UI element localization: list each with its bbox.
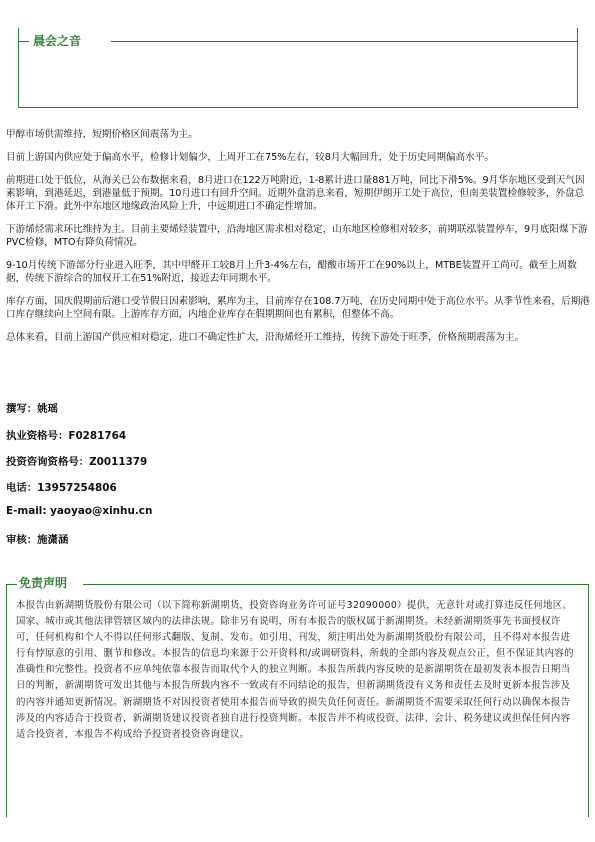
author-line: 撰写：姚瑶 [6,403,58,415]
paragraph-domestic-supply: 目前上游国内供应处于偏高水平，检修计划偏少，上周开工在75%左右，较8月大幅回升，处于历史同期偏高水平。 [6,152,494,163]
paragraph-traditional-downstream: 9-10月传统下游部分行业进入旺季，其中甲醛开工较8月上升3-4%左右，醋酸市场开工在90%以上，MTBE装置开工尚可。截至上周数据，传统下游综合的加权开工在51%附近，接近去年同期水平。 [6,260,577,284]
paragraph-summary: 甲醇市场供需维持，短期价格区间震荡为主。 [6,129,198,140]
reviewer-line: 审核：施潇涵 [6,534,69,546]
license-line: 执业资格号：F0281764 [6,430,127,442]
phone-line: 电话：13957254806 [6,482,117,494]
paragraph-olefin-demand: 下游烯烃需求环比维持为主。目前主要烯烃装置中，沿海地区需求相对稳定，山东地区检修相对较多，前期联泓装置停车，9月底阳煤下游PVC检修，MTO有降负荷情况。 [6,224,588,248]
disclaimer-text: 本报告由新湖期货股份有限公司（以下简称新湖期货，投资咨询业务许可证号32090000）提供，无意针对或打算违反任何地区、国家、城市或其他法律管辖区域内的法律法规。除非另有说明，所有本报告的版权属于新湖期货。未经新湖期货事先书面授权许可，任何机构和个人不得以任何形式翻版、复制、发布。如引用、刊发，须注明出处为新湖期货股份有限公司，且不得对本报告进行有悖原意的引用、删节和修改。本报告的信息均来源于公开资料和/或调研资料，所载的全部内容及观点公正，但不保证其内容的准确性和完整性。投资者不应单纯依靠本报告而取代个人的独立判断。本报告所载内容反映的是新湖期货在最初发表本报告日期当日的判断，新湖期货可发出其他与本报告所载内容不一致或有不同结论的报告，但新湖期货没有义务和责任去及时更新本报告涉及的内容并通知更新情况。新湖期货不对因投资者使用本报告而导致的损失负任何责任。新湖期货不需要采取任何行动以确保本报告涉及的内容适合于投资者，新湖期货建议投资者独自进行投资判断。本报告并不构成投资、法律、会计、税务建议或担保任何内容适合投资者，本报告不构成给予投资者投资咨询建议。 [16,600,574,740]
disclaimer-box-top-right-border [83,584,588,585]
disclaimer-box-top-left-border [7,584,17,585]
morning-box-top-right-border [111,41,577,42]
morning-box-top-left-border [19,41,29,42]
disclaimer-section [6,574,588,817]
morning-title: 晨会之音 [33,34,82,48]
disclaimer-title: 免责声明 [19,576,68,590]
email-line: E-mail: yaoyao@xinhu.cn [6,505,153,517]
morning-box [18,28,578,108]
paragraph-inventory: 库存方面，国庆假期前后港口受节假日因素影响，累库为主，目前库存在108.7万吨，在历史同期中处于高位水平。从季节性来看，后期港口库存继续向上空间有限。上游库存方面，内地企业库存在假期期间也有累积，但整体不高。 [6,296,590,320]
consult-license-line: 投资咨询资格号：Z0011379 [6,456,148,468]
report-body [6,128,590,354]
paragraph-conclusion: 总体来看，目前上游国产供应相对稳定，进口不确定性扩大，沿海烯烃开工维持，传统下游处于旺季，价格预期震荡为主。 [6,332,525,343]
paragraph-imports: 前期进口处于低位，从海关已公布数据来看，8月进口在122万吨附近，1-8累计进口量881万吨，同比下滑5%。9月华东地区受到天气因素影响，到港延迟，到港量低于预期。10月进口有回升空间。近期外盘消息来看，短期伊朗开工处于高位，但南美装置检修较多，外盘总体开工下滑。此外中东地区地缘政治风险上升，中远期进口不确定性增加。 [6,175,585,212]
